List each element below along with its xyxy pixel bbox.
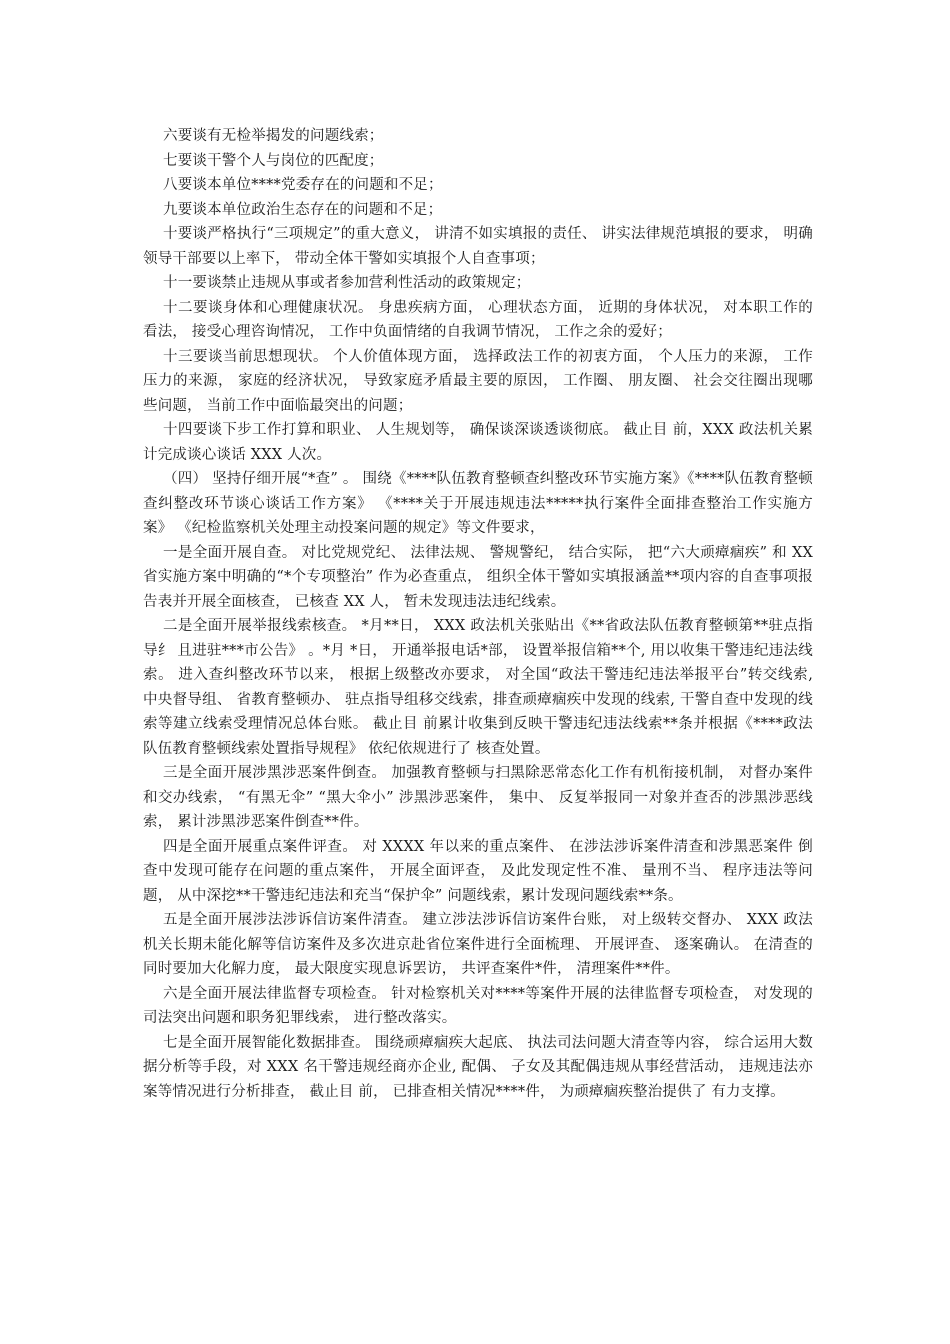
paragraph-item-6: 六要谈有无检举揭发的问题线索； bbox=[163, 128, 384, 144]
paragraph-legal-supervision: 六是全面开展法律监督专项检查。 针对检察机关对****等案件开展的法律监督专项检查， 对发现的司法突出问题和职务犯罪线索， 进行整改落实。 bbox=[143, 985, 813, 1026]
paragraph-petition-cases: 五是全面开展涉法涉诉信访案件清查。 建立涉法涉诉信访案件台账， 对上级转交督办、 XXX 政法机关长期未能化解等信访案件及多次进京赴省位案件进行全面梳理、 开展评查、 逐案确认。 在清查的同时要加大化解力度， 最大限度实现息诉罢访， 共评查案件*件， 清理案件**件。 bbox=[143, 912, 813, 977]
section-heading-4: （四） 坚持仔细开展“*查” 。 围绕《****队伍教育整顿查纠整改环节实施方案》《****队伍教育整顿查纠整改环节谈心谈话工作方案》 《****关于开展违规违法*****执行案件全面排查整治工作实施方案》 《纪检监察机关处理主动投案问题的规定》等文件要求， bbox=[143, 471, 813, 536]
document-page bbox=[143, 124, 813, 1104]
paragraph-data-screening: 七是全面开展智能化数据排查。 围绕顽瘴痼疾大起底、 执法司法问题大清查等内容， 综合运用大数据分析等手段，对 XXX 名干警违规经商亦企业, 配偶、 子女及其配偶违规从事经营活动， 违规违法亦案等情况进行分析排查， 截止目 前， 已排查相关情况****件， 为顽瘴痼疾整治提供了 有力支撑。 bbox=[143, 1034, 813, 1100]
paragraph-item-9: 九要谈本单位政治生态存在的问题和不足； bbox=[163, 201, 443, 218]
paragraph-item-11: 十一要谈禁止违规从事或者参加营利性活动的政策规定； bbox=[163, 275, 531, 291]
paragraph-item-7: 七要谈干警个人与岗位的匹配度； bbox=[163, 152, 384, 169]
paragraph-self-check: 一是全面开展自查。 对比党规党纪、 法律法规、 警规警纪， 结合实际， 把“六大顽瘴痼疾” 和 XX 省实施方案中明确的“*个专项整治” 作为必查重点， 组织全体干警如实填报涵盖**项内容的自查事项报告表并开展全面核查， 已核查 XX 人， 暂未发现违法违纪线索。 bbox=[143, 544, 813, 610]
paragraph-report-clues: 二是全面开展举报线索核查。 *月**日， XXX 政法机关张贴出《**省政法队伍教育整顿第**驻点指导纟 且进驻***市公告》 。*月 *日， 开通举报电话*部， 设置举报信箱**个, 用以收集干警违纪违法线索。 进入查纠整改环节以来， 根据上级整改亦要求， 对全国“政法干警违纪违法举报平台”转交线索, 中央督导组、 省教育整顿办、 驻点指导组移交线索，排查顽瘴痼疾中发现的线索, 干警自查中发现的线索等建立线索受理情况总体台账。 截止目 前累计收集到反映干警违纪违法线索**条并根据《****政法队伍教育整顿线索处置指导规程》 依纪依规进行了 核查处置。 bbox=[143, 618, 813, 757]
paragraph-item-8: 八要谈本单位****党委存在的问题和不足； bbox=[163, 177, 443, 193]
paragraph-item-14: 十四要谈下步工作打算和职业、 人生规划等， 确保谈深谈透谈彻底。 截止目 前，XXX 政法机关累计完成谈心谈话 XXX 人次。 bbox=[143, 422, 813, 463]
paragraph-item-13: 十三要谈当前思想现状。 个人价值体现方面， 选择政法工作的初衷方面， 个人压力的来源， 工作压力的来源， 家庭的经济状况， 导致家庭矛盾最主要的原因， 工作圈、 朋友圈、 社会交往圈出现哪些问题， 当前工作中面临最突出的问题； bbox=[143, 348, 813, 414]
paragraph-item-12: 十二要谈身体和心理健康状况。 身患疾病方面， 心理状态方面， 近期的身体状况， 对本职工作的看法， 接受心理咨询情况， 工作中负面情绪的自我调节情况， 工作之余的爱好； bbox=[143, 299, 813, 340]
paragraph-gang-cases: 三是全面开展涉黑涉恶案件倒查。 加强教育整顿与扫黑除恶常态化工作有机衔接机制， 对督办案件和交办线索， “有黑无伞” “黑大伞小” 涉黑涉恶案件， 集中、 反复举报同一对象并查否的涉黑涉恶线索， 累计涉黑涉恶案件倒查**件。 bbox=[143, 765, 813, 830]
paragraph-item-10: 十要谈严格执行“三项规定”的重大意义， 讲清不如实填报的责任、 讲实法律规范填报的要求， 明确领导干部要以上率下， 带动全体干警如实填报个人自查事项； bbox=[143, 226, 813, 267]
paragraph-key-cases: 四是全面开展重点案件评查。 对 XXXX 年以来的重点案件、 在涉法涉诉案件清查和涉黑恶案件 倒查中发现可能存在问题的重点案件， 开展全面评查， 及此发现定性不准、 量刑不当、 程序违法等问题， 从中深挖**干警违纪违法和充当“保护伞” 问题线索，累计发现问题线索**条。 bbox=[143, 838, 813, 904]
